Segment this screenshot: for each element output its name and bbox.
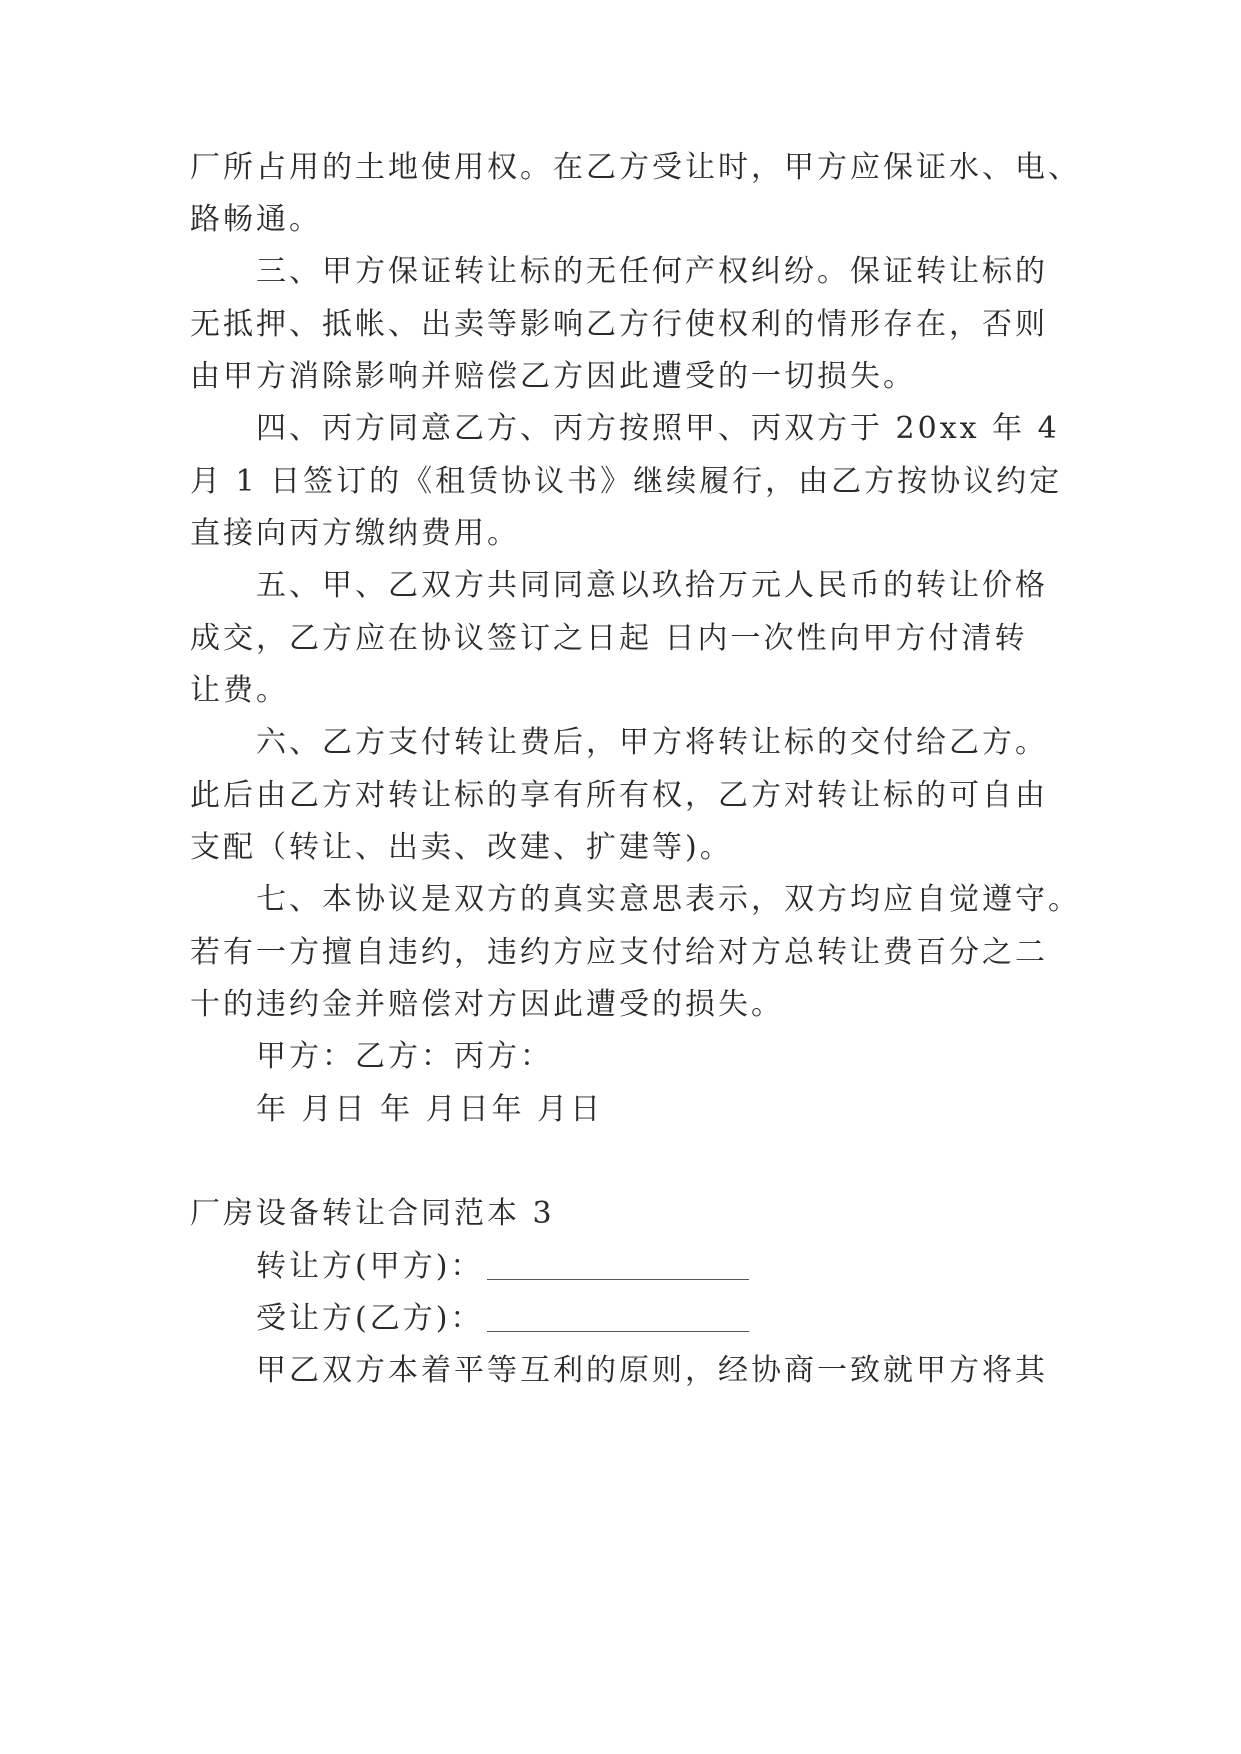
clause-3-line: 三、甲方保证转让标的无任何产权纠纷。保证转让标的 — [256, 254, 1048, 289]
transferee-label: 受让方(乙方)： — [256, 1301, 484, 1336]
body-line: 直接向丙方缴纳费用。 — [190, 516, 520, 551]
clause-5-line: 五、甲、乙双方共同同意以玖拾万元人民币的转让价格 — [256, 568, 1048, 603]
body-line: 甲乙双方本着平等互利的原则，经协商一致就甲方将其 — [256, 1353, 1048, 1388]
clause-4-line: 四、丙方同意乙方、丙方按照甲、丙双方于 20xx 年 4 — [256, 411, 1060, 446]
body-line: 厂所占用的土地使用权。在乙方受让时，甲方应保证水、电、 — [190, 150, 1081, 185]
body-line: 月 1 日签订的《租赁协议书》继续履行，由乙方按协议约定 — [190, 464, 1063, 499]
transferee-row — [256, 1299, 1070, 1339]
section-title: 厂房设备转让合同范本 3 — [190, 1196, 555, 1231]
body-line: 无抵押、抵帐、出卖等影响乙方行使权利的情形存在，否则 — [190, 307, 1048, 342]
clause-6-line: 六、乙方支付转让费后，甲方将转让标的交付给乙方。 — [256, 725, 1048, 760]
signature-date-line: 年 月日 年 月日年 月日 — [256, 1092, 604, 1127]
signature-parties-line: 甲方：乙方：丙方： — [256, 1039, 553, 1074]
transferor-blank — [487, 1253, 749, 1280]
body-line: 让费。 — [190, 673, 289, 708]
clause-7-line: 七、本协议是双方的真实意思表示，双方均应自觉遵守。 — [256, 882, 1081, 917]
transferor-label: 转让方(甲方)： — [256, 1249, 484, 1284]
body-line: 十的违约金并赔偿对方因此遭受的损失。 — [190, 987, 784, 1022]
transferor-row — [256, 1247, 1070, 1287]
body-line: 若有一方擅自违约，违约方应支付给对方总转让费百分之二 — [190, 935, 1048, 970]
body-line: 此后由乙方对转让标的享有所有权，乙方对转让标的可自由 — [190, 778, 1048, 813]
body-line: 成交，乙方应在协议签订之日起 日内一次性向甲方付清转 — [190, 621, 1028, 656]
transferee-blank — [487, 1305, 749, 1332]
body-line: 路畅通。 — [190, 202, 322, 237]
body-line: 由甲方消除影响并赔偿乙方因此遭受的一切损失。 — [190, 359, 916, 394]
body-line: 支配（转让、出卖、改建、扩建等)。 — [190, 830, 733, 865]
